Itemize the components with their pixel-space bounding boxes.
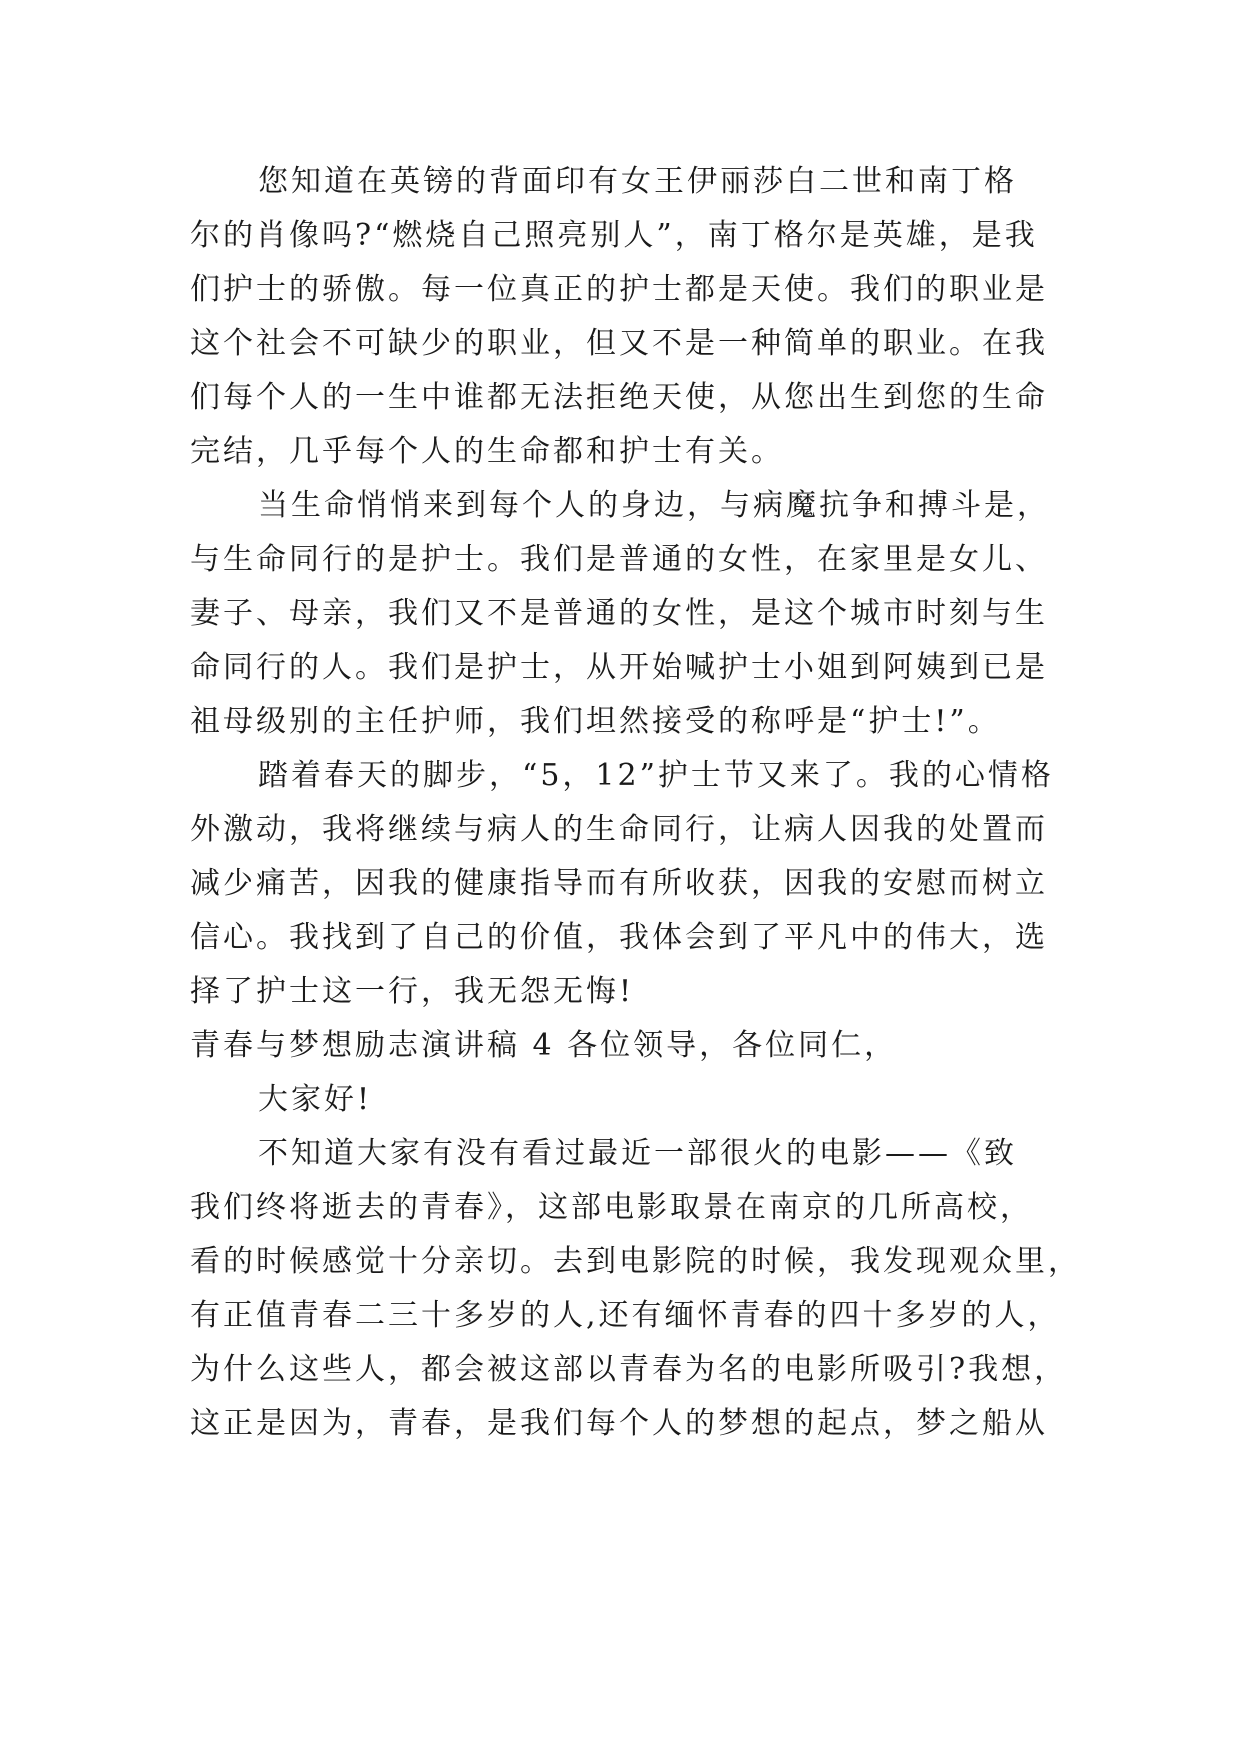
paragraph-2-line-5: 祖母级别的主任护师，我们坦然接受的称呼是“护士!”。 <box>190 704 1001 739</box>
paragraph-1-line-4: 这个社会不可缺少的职业，但又不是一种简单的职业。在我 <box>190 326 1048 361</box>
paragraph-4-line-2: 我们终将逝去的青春》，这部电影取景在南京的几所高校， <box>190 1190 1033 1225</box>
paragraph-1-line-1: 您知道在英镑的背面印有女王伊丽莎白二世和南丁格 <box>258 164 1017 199</box>
paragraph-4-line-4: 有正值青春二三十多岁的人,还有缅怀青春的四十多岁的人， <box>190 1298 1061 1333</box>
paragraph-1-line-5: 们每个人的一生中谁都无法拒绝天使，从您出生到您的生命 <box>190 380 1048 415</box>
paragraph-3-line-5: 择了护士这一行，我无怨无悔! <box>190 974 635 1009</box>
paragraph-2-line-4: 命同行的人。我们是护士，从开始喊护士小姐到阿姨到已是 <box>190 650 1048 685</box>
paragraph-2-line-2: 与生命同行的是护士。我们是普通的女性，在家里是女儿、 <box>190 542 1048 577</box>
greeting-line: 大家好! <box>258 1082 373 1117</box>
paragraph-1-line-6: 完结，几乎每个人的生命都和护士有关。 <box>190 434 784 469</box>
paragraph-4-line-6: 这正是因为，青春，是我们每个人的梦想的起点，梦之船从 <box>190 1406 1048 1441</box>
heading-line: 青春与梦想励志演讲稿 4 各位领导，各位同仁， <box>190 1028 898 1063</box>
paragraph-3-line-1: 踏着春天的脚步，“5，12”护士节又来了。我的心情格 <box>258 758 1054 793</box>
paragraph-2-line-1: 当生命悄悄来到每个人的身边，与病魔抗争和搏斗是， <box>258 488 1050 523</box>
paragraph-2-line-3: 妻子、母亲，我们又不是普通的女性，是这个城市时刻与生 <box>190 596 1048 631</box>
paragraph-1-line-2: 尔的肖像吗?“燃烧自己照亮别人”，南丁格尔是英雄，是我 <box>190 218 1038 253</box>
paragraph-4-line-3: 看的时候感觉十分亲切。去到电影院的时候，我发现观众里， <box>190 1244 1081 1279</box>
paragraph-3-line-2: 外激动，我将继续与病人的生命同行，让病人因我的处置而 <box>190 812 1048 847</box>
paragraph-3-line-3: 减少痛苦，因我的健康指导而有所收获，因我的安慰而树立 <box>190 866 1048 901</box>
paragraph-4-line-1: 不知道大家有没有看过最近一部很火的电影——《致 <box>258 1136 1017 1171</box>
paragraph-3-line-4: 信心。我找到了自己的价值，我体会到了平凡中的伟大，选 <box>190 920 1048 955</box>
paragraph-1-line-3: 们护士的骄傲。每一位真正的护士都是天使。我们的职业是 <box>190 272 1048 307</box>
paragraph-4-line-5: 为什么这些人，都会被这部以青春为名的电影所吸引?我想， <box>190 1352 1068 1387</box>
